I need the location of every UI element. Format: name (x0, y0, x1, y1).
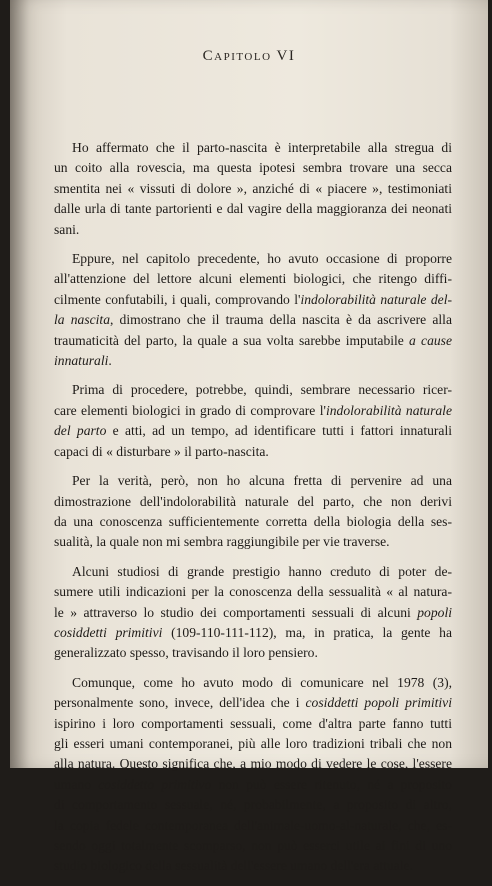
text-line (54, 351, 452, 371)
text-line (54, 179, 452, 199)
italic-text: indolorabilità naturale (325, 402, 452, 418)
italic-text: cosiddetti primitivi (54, 624, 163, 640)
text-line (54, 582, 452, 602)
text-segment: ispirino i loro comportamenti sessuali, come d'altra parte fanno tutti (54, 715, 452, 731)
text-segment: umano (54, 776, 99, 792)
italic-text: a cause (409, 332, 452, 348)
text-segment: (109-110-111-112), ma, in pratica, la gente ha (162, 624, 452, 640)
text-line (54, 269, 452, 289)
text-segment: sendo oggi totalmente scomparso, non può esserci utile ai fini di uno (54, 838, 452, 853)
text-line (54, 310, 452, 330)
text-line (54, 512, 452, 532)
text-segment: Prima di procedere, potrebbe, quindi, sembrare necessario ricer- (72, 382, 452, 398)
text-line (54, 603, 452, 623)
text-line (54, 714, 452, 734)
text-segment: di comportamento sessuale, né, probabilmente, a proposito di altro, (54, 797, 452, 813)
text-segment: sualità, la quale non mi sembra raggiungibile per vie traverse. (54, 534, 390, 550)
text-segment: Ho affermato che il parto-nascita è interpretabile alla stregua di (72, 140, 452, 155)
text-segment: . (108, 353, 112, 369)
text-line (54, 290, 452, 310)
text-line (54, 836, 452, 856)
text-segment: sumere utili indicazioni per la conoscenza della sessualità « al natura- (54, 584, 452, 600)
paragraph (54, 562, 452, 664)
text-line (54, 734, 452, 754)
text-segment: Comunque, come ho avuto modo di comunicare nel 1978 (3), (72, 674, 452, 690)
paragraph (54, 380, 452, 462)
italic-text: la nascita (54, 312, 110, 328)
text-segment: un coito alla rovescia, ma questa ipotesi sembra trovare una secca (54, 160, 452, 176)
chapter-title-text: Capitolo VI (202, 48, 296, 64)
text-line (54, 795, 452, 815)
italic-text: cosiddetti popoli primitivi (305, 695, 452, 711)
text-segment: Eppure, nel capitolo precedente, ho avuto occasione di proporre (72, 251, 452, 267)
text-line (54, 249, 452, 269)
text-line (54, 562, 452, 582)
text-segment: Alcuni studiosi di grande prestigio hanno creduto di poter de- (72, 563, 452, 579)
text-segment: la copia fedele contemporanea dell'animale-uomo-al-naturale, che, es- (54, 817, 452, 833)
text-line (54, 816, 452, 836)
text-line (54, 138, 452, 158)
text-segment: traumaticità del parto, la quale a sua volta sarebbe imputabile (54, 332, 410, 348)
text-line (54, 492, 452, 512)
text-segment: studio biologico della sessualità dell'essere umano dell'era attuale. (54, 858, 413, 874)
text-segment: non può essere ritenuto, né a proposito (211, 776, 452, 792)
text-segment: gli esseri umani contemporanei, più alle loro tradizioni tribali che non (54, 735, 452, 751)
text-segment: care elementi biologici in grado di comprovare l' (54, 402, 326, 418)
text-line (54, 220, 452, 240)
text-segment: sani. (54, 221, 80, 237)
paragraph (54, 249, 452, 371)
text-line (54, 856, 452, 876)
chapter-title (10, 48, 488, 65)
text-segment: le » attraverso lo studio dei comportamenti sessuali di alcuni (54, 604, 418, 620)
text-segment: dimostrazione dell'indolorabilità naturale del parto, che non derivi (54, 493, 452, 509)
paragraph (54, 471, 452, 553)
text-segment: smentita nei « vissuti di dolore », anziché di « piacere », testimoniati (54, 180, 452, 196)
text-line (54, 199, 452, 219)
text-line (54, 421, 452, 441)
book-page (10, 0, 488, 874)
text-line (54, 380, 452, 400)
text-line (54, 158, 452, 178)
text-line (54, 442, 452, 462)
text-segment: cilmente confutabili, i quali, comprovando l' (54, 291, 301, 307)
body-text (54, 138, 452, 886)
italic-text: cosiddetto primitivo (98, 776, 212, 792)
text-segment: , dimostrano che il trauma della nascita è da ascrivere alla (110, 312, 452, 328)
text-segment: alla natura. Questo significa che, a mio modo di vedere le cose, l'essere (54, 756, 452, 772)
italic-text: popoli (417, 604, 452, 620)
paragraph (54, 673, 452, 877)
text-line (54, 532, 452, 552)
text-line (54, 623, 452, 643)
paragraph (54, 138, 452, 240)
italic-text: del parto (54, 423, 107, 439)
text-line (54, 331, 452, 351)
text-line (54, 643, 452, 663)
text-line (54, 673, 452, 693)
text-segment: e atti, ad un tempo, ad identificare tutti i fattori innaturali (106, 423, 453, 439)
text-segment: da una conoscenza sufficientemente corretta della biologia della ses- (54, 513, 452, 529)
text-line (54, 775, 452, 795)
italic-text: innaturali (54, 353, 109, 369)
text-segment: generalizzato spesso, travisando il loro pensiero. (54, 645, 318, 661)
text-line (54, 754, 452, 774)
text-segment: dalle urla di tante partorienti e dal vagire della maggioranza dei neonati (54, 201, 452, 217)
text-segment: capaci di « disturbare » il parto-nascita. (54, 443, 269, 459)
text-segment: all'attenzione del lettore alcuni elementi biologici, che ritengo diffi- (54, 271, 452, 287)
italic-text: indolorabilità naturale del- (300, 291, 452, 307)
text-line (54, 471, 452, 491)
text-line (54, 401, 452, 421)
text-segment: personalmente sono, invece, dell'idea che i (54, 695, 306, 711)
text-segment: Per la verità, però, non ho alcuna fretta di pervenire ad una (72, 473, 452, 489)
text-line (54, 693, 452, 713)
